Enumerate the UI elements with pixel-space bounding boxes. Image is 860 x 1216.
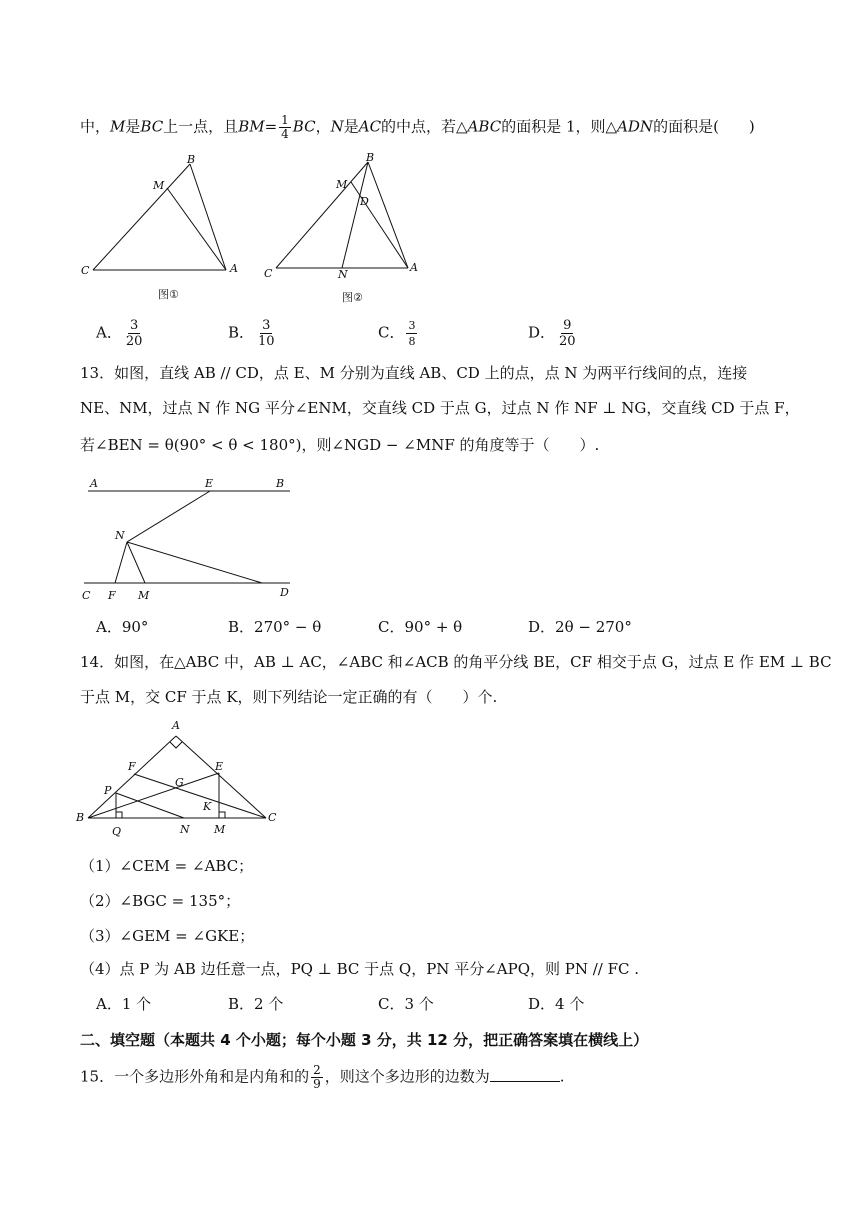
q14-label-P: P [104,784,112,797]
fig2-label-M: M [336,178,348,191]
q12-stem: 中，M是BC上一点，且BM= $\frac{1}{4}$ BC，N是AC的中点，若△ABC的面积是 1，则△ADN的面积是( ) [80,113,755,141]
q13-figure [80,472,310,607]
q14-label-G: G [175,776,184,789]
q15-answer-blank[interactable] [490,1067,560,1082]
q13-option-c[interactable]: C．90° + θ [378,618,463,636]
fig1-label-B: B [187,153,196,166]
q12-figure-1 [78,150,248,305]
q13-label-N: N [115,529,125,542]
q12-option-c[interactable]: C． $\frac{3}{8}$ [378,319,416,348]
q13-line-3: 若∠BEN = θ(90° < θ < 180°)，则∠NGD − ∠MNF 的角度等于（ ）. [80,436,600,454]
fig2-label-B: B [366,151,375,164]
q14-option-c[interactable]: C．3 个 [378,995,434,1013]
q14-label-A: A [172,719,180,732]
q13-label-D: D [280,586,289,599]
q15-stem: 15．一个多边形外角和是内角和的 $\frac{2}{9}$ ，则这个多边形的边数为 . [80,1063,565,1091]
q14-label-F: F [128,760,136,773]
q14-label-C: C [268,811,277,824]
q14-option-a[interactable]: A．1 个 [96,995,152,1013]
q12-figure-2 [262,150,432,310]
fig2-label-N: N [338,268,348,281]
fig1-label-C: C [81,264,90,277]
q14-option-b[interactable]: B．2 个 [228,995,284,1013]
q12-option-d[interactable]: D． $\frac{9}{20}$ [528,318,576,349]
q13-option-d[interactable]: D．2θ − 270° [528,618,632,636]
q13-label-B: B [276,477,285,490]
q14-statement-3: （3）∠GEM = ∠GKE； [80,927,255,945]
fig2-label-D: D [360,195,369,208]
q14-label-K: K [203,800,212,813]
q12-option-a[interactable]: A． $\frac{3}{20}$ [96,318,143,349]
q13-line-2: NE、NM，过点 N 作 NG 平分∠ENM，交直线 CD 于点 G，过点 N 作 NF ⊥ NG，交直线 CD 于点 F， [80,399,800,417]
fig1-label-A: A [230,262,238,275]
q14-label-Q: Q [112,825,122,838]
fig2-caption: 图② [342,291,363,304]
q13-option-a[interactable]: A．90° [96,618,149,636]
q14-line-1: 14．如图，在△ABC 中，AB ⊥ AC，∠ABC 和∠ACB 的角平分线 BE，CF 相交于点 G，过点 E 作 EM ⊥ BC [80,653,832,671]
q13-label-C: C [82,589,91,602]
q13-option-b[interactable]: B．270° − θ [228,618,322,636]
q14-statement-4: （4）点 P 为 AB 边任意一点，PQ ⊥ BC 于点 Q，PN 平分∠APQ，则 PN // FC . [80,960,640,978]
q12-option-b[interactable]: B． $\frac{3}{10}$ [228,318,275,349]
q13-label-M: M [138,589,150,602]
q14-statement-1: （1）∠CEM = ∠ABC； [80,857,254,875]
q15-fraction: $\frac{2}{9}$ [313,1063,321,1091]
q14-option-d[interactable]: D．4 个 [528,995,585,1013]
q12-fraction: $\frac{1}{4}$ [281,113,289,141]
q13-label-E: E [205,477,214,490]
q14-statement-2: （2）∠BGC = 135°； [80,892,241,910]
q14-label-E: E [215,760,224,773]
fig1-label-M: M [153,179,165,192]
q14-figure [74,716,284,846]
q13-line-1: 13．如图，直线 AB // CD，点 E、M 分别为直线 AB、CD 上的点，点 N 为两平行线间的点，连接 [80,364,748,382]
q13-label-A: A [90,477,98,490]
section-2-heading: 二、填空题（本题共 4 个小题；每个小题 3 分，共 12 分，把正确答案填在横线上） [80,1031,649,1049]
q14-label-B: B [76,811,85,824]
fig2-label-C: C [264,267,273,280]
q14-label-N: N [180,823,190,836]
fig1-caption: 图① [158,288,179,301]
q14-line-2: 于点 M，交 CF 于点 K，则下列结论一定正确的有（ ）个. [80,688,498,706]
q13-label-F: F [108,589,116,602]
fig2-label-A: A [410,261,418,274]
q14-label-M: M [214,823,226,836]
